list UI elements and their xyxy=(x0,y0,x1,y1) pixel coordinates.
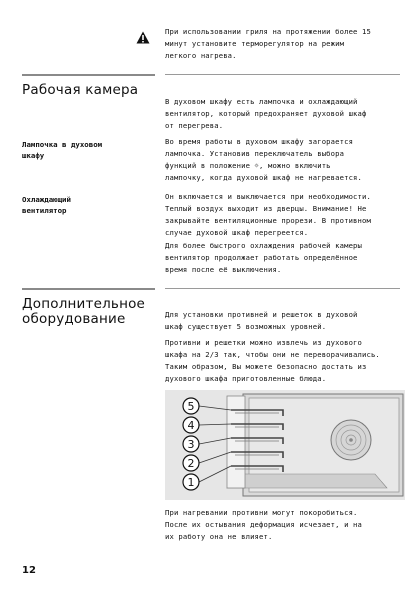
section-heading-accessories: Дополнительное оборудование xyxy=(22,296,146,327)
level-label-4: 4 xyxy=(187,419,195,432)
lamp-text: Во время работы в духовом шкафу загорается лампочка. Установив переключатель выбора функций в положение ☼, можно включить лампочку, когда духовой шкаф не нагревается. xyxy=(165,137,362,182)
section-divider-accessories-right xyxy=(165,288,400,289)
fan-text-1: Он включается и выключается при необходимости. Теплый воздух выходит из дверцы. Внимание! Не закрывайте вентиляционные прорези. В противном случае духовой шкаф перегреется. xyxy=(165,192,371,237)
page-number: 12 xyxy=(22,565,36,576)
lamp-side-label: Лампочка в духовом шкафу xyxy=(22,140,103,160)
warning-icon-wrap xyxy=(136,29,150,42)
section-divider-accessories xyxy=(22,288,155,290)
fan-text-2: Для более быстрого охлаждения рабочей камеры вентилятор продолжает работать определённое время после её выключения. xyxy=(165,241,362,274)
accessories-text-2: Противни и решетки можно извлечь из духового шкафа на 2/3 так, чтобы они не переворачивались. Таким образом, Вы можете безопасно достать из духового шкафа приготовленные блюда. xyxy=(165,338,380,383)
chamber-intro-text: В духовом шкафу есть лампочка и охлаждающий вентилятор, который предохраняет духовой шкаф от перегрева. xyxy=(165,97,367,130)
level-label-3: 3 xyxy=(187,438,195,451)
oven-interior-illustration xyxy=(165,390,405,500)
accessories-note: При нагревании противни могут покоробиться. После их остывания деформация исчезает, и на их работу она не влияет. xyxy=(165,508,362,541)
level-label-1: 1 xyxy=(187,476,195,489)
level-label-2: 2 xyxy=(187,457,195,470)
fan-side-label: Охлаждающий вентилятор xyxy=(22,195,71,215)
section-divider-chamber-right xyxy=(165,74,400,75)
oven-levels-diagram xyxy=(165,390,405,500)
accessories-text-1: Для установки противней и решеток в духовой шкаф существует 5 возможных уровней. xyxy=(165,310,358,331)
warning-triangle-icon xyxy=(136,31,150,44)
section-divider-chamber xyxy=(22,74,155,76)
warning-text: При использовании гриля на протяжении более 15 минут установите терморегулятор на режим легкого нагрева. xyxy=(165,27,371,60)
level-label-5: 5 xyxy=(187,400,195,413)
section-heading-chamber: Рабочая камера xyxy=(22,82,139,98)
